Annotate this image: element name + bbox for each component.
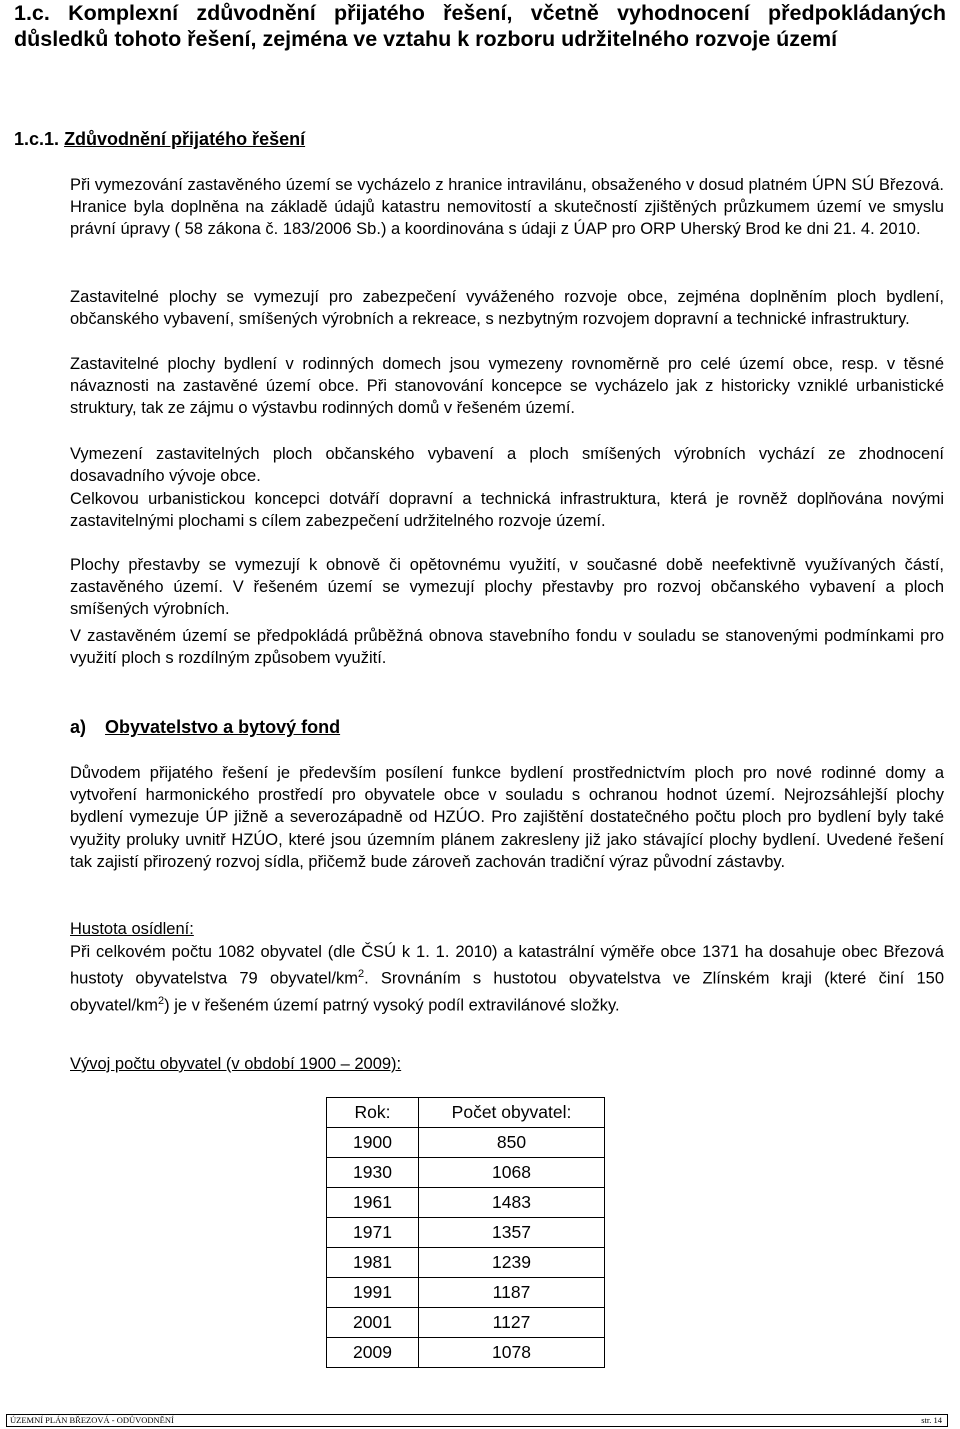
population-table <box>326 1097 605 1368</box>
subsection-heading <box>70 715 340 739</box>
cell-year: 2001 <box>327 1308 419 1338</box>
table-row <box>327 1218 605 1248</box>
paragraph-part: Hranice byla doplněna na základě údajů katastru nemovitostí a skutečností zjištěných průzkumem území ve smyslu právní úpravy ( 58 zákona č. 183/2006 Sb.) a koordinována s údaji z ÚAP pro ORP Uherský Brod ke dni 21. 4. 2010. <box>70 198 944 239</box>
density-text-1: Při celkovém počtu 1082 obyvatel (dle ČSÚ k 1. 1. 2010) a katastrální výměře obce 1371 ha dosahuje obec Březová hustoty obyvatelstva 79 obyvatel/km <box>70 943 944 988</box>
paragraph-zastavitelne: Zastavitelné plochy se vymezují pro zabezpečení vyváženého rozvoje obce, zejména doplněním ploch bydlení, občanského vybavení, smíšených výrobních a rekreace, s nezbytným rozvojem dopravní a technické infrastruktury. <box>70 288 944 329</box>
paragraph-bydleni: Zastavitelné plochy bydlení v rodinných domech jsou vymezeny rovnoměrně pro celé území obce, resp. v těsné návaznosti na zastavěné území obce. Při stanovování koncepce se vycházelo jak z historicky vzniklé urbanistické struktury, tak ze zájmu o výstavbu rodinných domů v řešeném území. <box>70 355 944 418</box>
table-row <box>327 1128 605 1158</box>
density-text-2: . Srovnáním s hustotou obyvatelstva ve Zlínském kraji (které činí 150 obyvatel/km <box>70 969 944 1015</box>
table-row <box>327 1308 605 1338</box>
footer-document-title: ÚZEMNÍ PLÁN BŘEZOVÁ - ODŮVODNĚNÍ <box>10 1415 174 1425</box>
cell-year: 1961 <box>327 1188 419 1218</box>
cell-year: 1981 <box>327 1248 419 1278</box>
paragraph-duvod: Důvodem přijatého řešení je především posílení funkce bydlení prostřednictvím ploch pro nové rodinné domy a vytvoření harmonického prostředí pro obyvatele obce v souladu s ochranou hodnot území. Nejrozsáhlejší plochy bydlení vymezuje ÚP jižně a severozápadně od HZÚO. Pro zajištění dostatečného počtu ploch pro bydlení byly také využity proluky uvnitř HZÚO, které jsou územním plánem zakresleny již jako stávající plochy bydlení. Uvedené řešení tak zajistí přirozený rozvoj sídla, přičemž bude zároveň zachován tradiční výraz původní zástavby. <box>70 764 944 871</box>
table-row <box>327 1338 605 1368</box>
table-row <box>327 1188 605 1218</box>
header-population: Počet obyvatel: <box>419 1098 605 1128</box>
paragraph-koncepce: Celkovou urbanistickou koncepci dotváří dopravní a technická infrastruktura, která je rovněž doplňována novými zastavitelnými plochami s cílem zabezpečení udržitelného rozvoje území. <box>70 490 944 531</box>
density-text-3: ) je v řešeném území patrný vysoký podíl extravilánové složky. <box>164 996 620 1015</box>
subsection-letter: a) <box>70 717 87 737</box>
development-label-text: Vývoj počtu obyvatel (v období 1900 – 2009): <box>70 1055 402 1073</box>
paragraph-obnova: V zastavěném území se předpokládá průběžná obnova stavebního fondu v souladu se stanovenými podmínkami pro využití ploch s rozdílným způsobem využití. <box>70 627 944 668</box>
cell-population: 1483 <box>419 1188 605 1218</box>
cell-population: 1068 <box>419 1158 605 1188</box>
table-row <box>327 1248 605 1278</box>
cell-year: 1991 <box>327 1278 419 1308</box>
cell-population: 1187 <box>419 1278 605 1308</box>
section-heading <box>14 127 305 151</box>
cell-population: 1127 <box>419 1308 605 1338</box>
chapter-heading: 1.c. Komplexní zdůvodnění přijatého řešení, včetně vyhodnocení předpokládaných důsledků tohoto řešení, zejména ve vztahu k rozboru udržitelného rozvoje území <box>14 1 946 51</box>
header-year: Rok: <box>327 1098 419 1128</box>
cell-year: 1930 <box>327 1158 419 1188</box>
paragraph-density <box>70 941 944 1017</box>
cell-population: 850 <box>419 1128 605 1158</box>
table-row <box>327 1158 605 1188</box>
development-label <box>70 1053 944 1075</box>
section-title: Zdůvodnění přijatého řešení <box>64 129 306 149</box>
cell-population: 1239 <box>419 1248 605 1278</box>
cell-year: 2009 <box>327 1338 419 1368</box>
paragraph-part: Při vymezování zastavěného území se vycházelo z hranice intravilánu, obsaženého v dosud platném ÚPN SÚ Březová. <box>70 176 944 194</box>
cell-year: 1971 <box>327 1218 419 1248</box>
superscript: 2 <box>158 994 165 1007</box>
cell-year: 1900 <box>327 1128 419 1158</box>
footer-page-number: str. 14 <box>921 1415 942 1425</box>
superscript: 2 <box>357 968 365 981</box>
paragraph-intravilan <box>70 174 944 241</box>
subsection-title: Obyvatelstvo a bytový fond <box>105 717 341 737</box>
density-label-text: Hustota osídlení: <box>70 920 194 938</box>
paragraph-vybaveni: Vymezení zastavitelných ploch občanského vybavení a ploch smíšených výrobních vychází ze zhodnocení dosavadního vývoje obce. <box>70 445 944 486</box>
page-footer <box>6 1414 948 1427</box>
table-row <box>327 1278 605 1308</box>
section-number: 1.c.1. <box>14 129 60 149</box>
density-label <box>70 918 944 940</box>
cell-population: 1357 <box>419 1218 605 1248</box>
paragraph-prestavba: Plochy přestavby se vymezují k obnově či opětovnému využití, v současné době neefektivně využívaných částí, zastavěného území. V řešeném území se vymezují plochy přestavby pro rozvoj občanského vybavení a ploch smíšených výrobních. <box>70 556 944 619</box>
cell-population: 1078 <box>419 1338 605 1368</box>
table-header-row <box>327 1098 605 1128</box>
